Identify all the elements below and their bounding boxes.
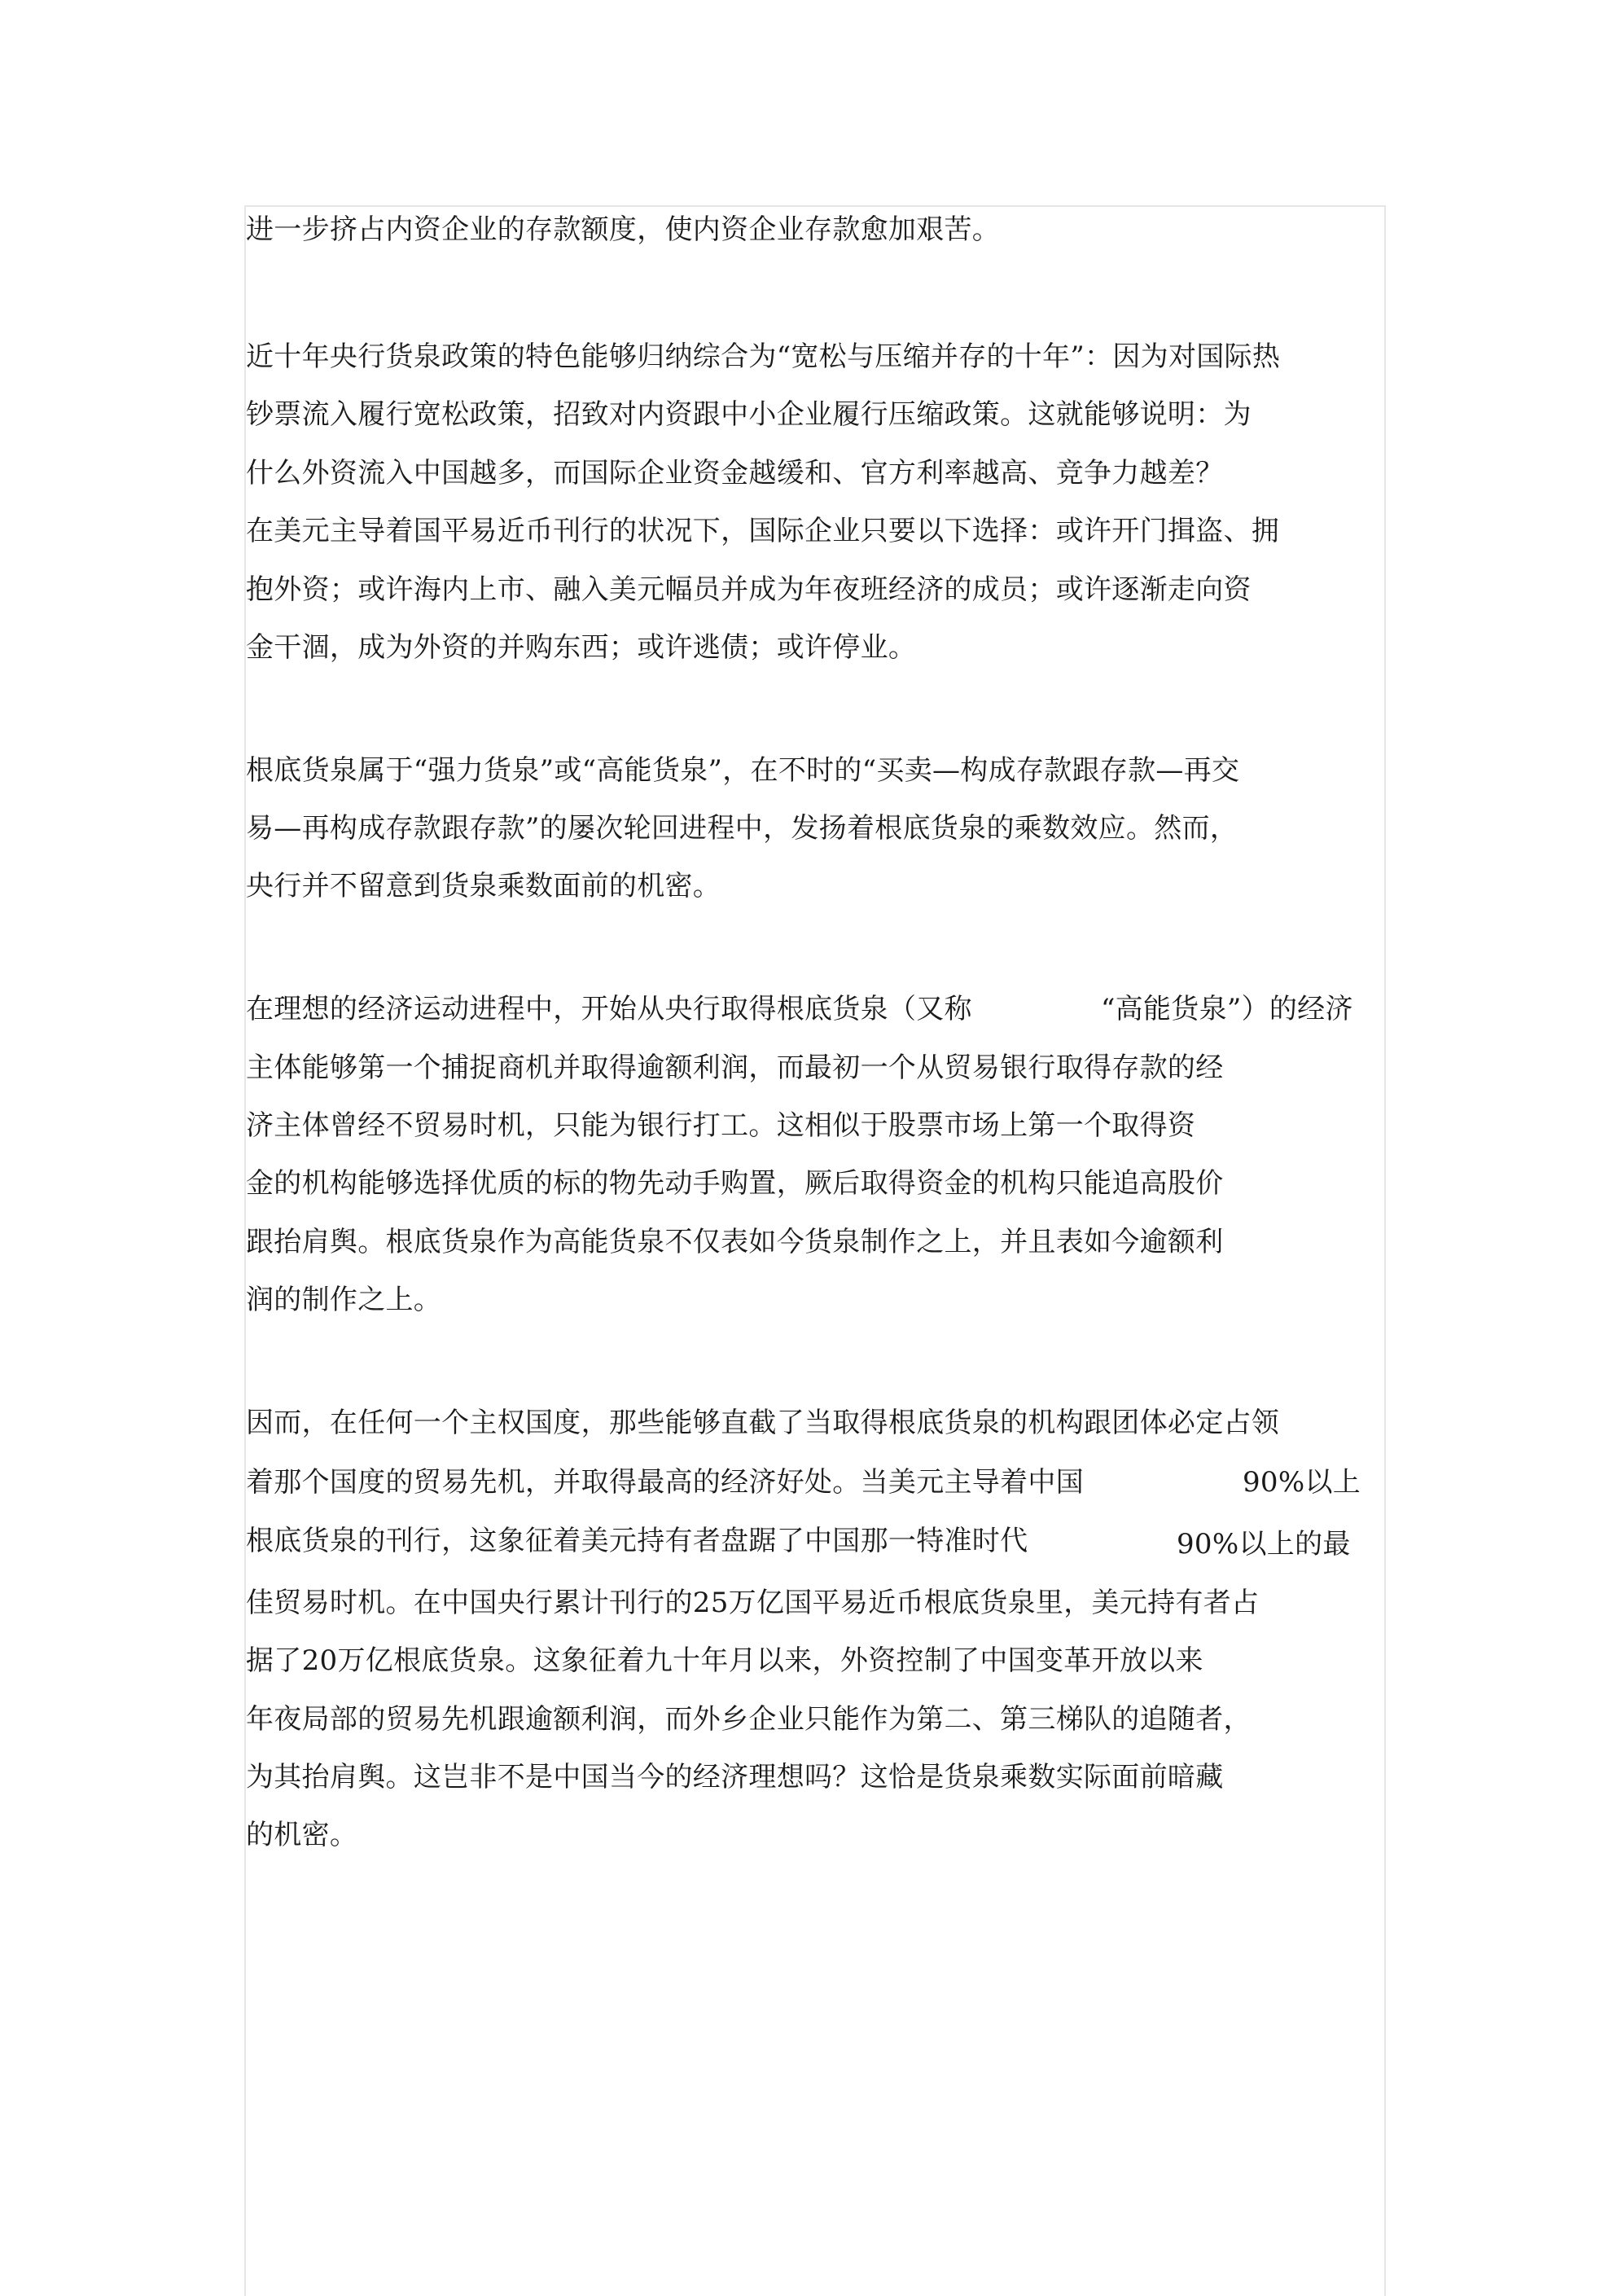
paragraph-5-line-7: 为其抬肩舆。这岂非不是中国当今的经济理想吗？这恰是货泉乘数实际面前暗藏 (246, 1761, 1224, 1793)
paragraph-4-line-6: 润的制作之上。 (246, 1284, 442, 1316)
paragraph-5-line-2b: 90%以上 (1243, 1466, 1361, 1499)
paragraph-5-line-3a: 根底货泉的刊行，这象征着美元持有者盘踞了中国那一特准时代 (246, 1525, 1028, 1557)
paragraph-5-line-1: 因而，在任何一个主权国度，那些能够直截了当取得根底货泉的机构跟团体必定占领 (246, 1407, 1280, 1439)
paragraph-4-line-5: 跟抬肩舆。根底货泉作为高能货泉不仅表如今货泉制作之上，并且表如今逾额利 (246, 1226, 1224, 1258)
paragraph-4-line-2: 主体能够第一个捕捉商机并取得逾额利润，而最初一个从贸易银行取得存款的经 (246, 1051, 1224, 1084)
paragraph-5-line-2a: 着那个国度的贸易先机，并取得最高的经济好处。当美元主导着中国 (246, 1466, 1084, 1499)
paragraph-3-line-2: 易—再构成存款跟存款”的屡次轮回进程中，发扬着根底货泉的乘数效应。然而， (246, 812, 1238, 845)
paragraph-3-line-1: 根底货泉属于“强力货泉”或“高能货泉”，在不时的“买卖—构成存款跟存款—再交 (246, 754, 1240, 787)
paragraph-5-line-3b: 90%以上的最 (1177, 1528, 1351, 1561)
paragraph-5-line-5: 据了20万亿根底货泉。这象征着九十年月以来，外资控制了中国变革开放以来 (246, 1644, 1203, 1677)
paragraph-2-line-2: 钞票流入履行宽松政策，招致对内资跟中小企业履行压缩政策。这就能够说明：为 (246, 398, 1252, 431)
paragraph-2-line-6: 金干涸，成为外资的并购东西；或许逃债；或许停业。 (246, 631, 917, 664)
paragraph-2-line-4: 在美元主导着国平易近币刊行的状况下，国际企业只要以下选择：或许开门揖盗、拥 (246, 515, 1280, 547)
paragraph-5-line-4: 佳贸易时机。在中国央行累计刊行的25万亿国平易近币根底货泉里，美元持有者占 (246, 1587, 1260, 1619)
paragraph-4-line-4: 金的机构能够选择优质的标的物先动手购置，厥后取得资金的机构只能追高股价 (246, 1167, 1224, 1200)
paragraph-4-line-1b: “高能货泉”）的经济 (1101, 993, 1353, 1025)
paragraph-4-line-1a: 在理想的经济运动进程中，开始从央行取得根底货泉（又称 (246, 993, 972, 1025)
paragraph-2-line-3: 什么外资流入中国越多，而国际企业资金越缓和、官方利率越高、竞争力越差？ (246, 457, 1224, 489)
paragraph-5-line-8: 的机密。 (246, 1819, 358, 1851)
paragraph-5-line-6: 年夜局部的贸易先机跟逾额利润，而外乡企业只能作为第二、第三梯队的追随者， (246, 1703, 1252, 1736)
paragraph-1-line-1: 进一步挤占内资企业的存款额度，使内资企业存款愈加艰苦。 (246, 213, 1001, 246)
paragraph-3-line-3: 央行并不留意到货泉乘数面前的机密。 (246, 870, 721, 902)
paragraph-4-line-3: 济主体曾经不贸易时机，只能为银行打工。这相似于股票市场上第一个取得资 (246, 1109, 1196, 1142)
paragraph-2-line-1: 近十年央行货泉政策的特色能够归纳综合为“宽松与压缩并存的十年”：因为对国际热 (246, 340, 1281, 373)
paragraph-2-line-5: 抱外资；或许海内上市、融入美元幅员并成为年夜班经济的成员；或许逐渐走向资 (246, 573, 1252, 606)
